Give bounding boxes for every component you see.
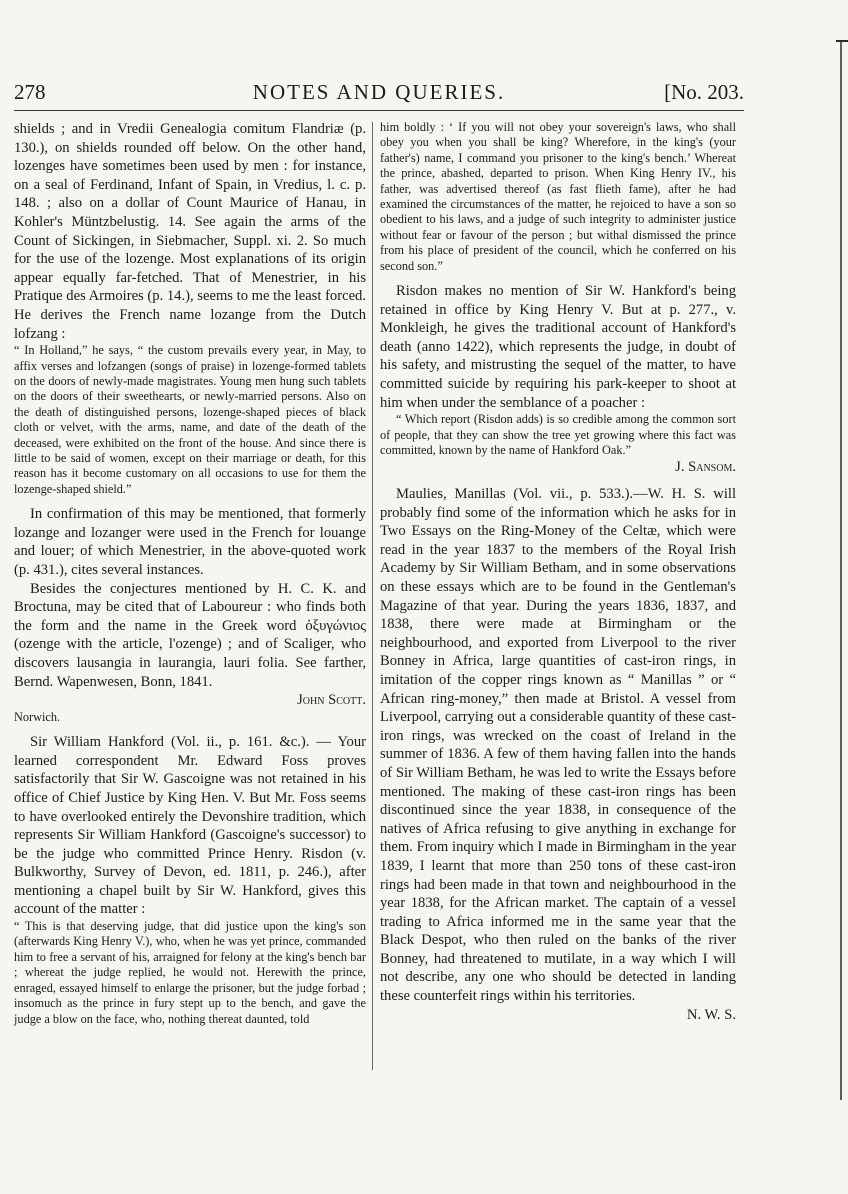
page-edge-line	[840, 40, 842, 1100]
header-rule	[14, 110, 744, 111]
menestrier-quote: “ In Holland,” he says, “ the custom prevails every year, in May, to affix verses and lofzangen (songs of praise) in lozenge-formed tablets on the doors of newly-made magistrates. Young men hung such tablets on the doors of their sweethearts, or newly-married persons. Also on the death of distinguished persons, lozenge-shaped pieces of black cloth or velvet, with the arms, name, and date of the death of the deceased, were exhibited on the front of the house. And since there is little to be said of women, except on their marriage or death, for this reason has it become customary on all occasions to use for them the lozenge-shaped shield.”	[14, 343, 366, 496]
signature-nws: N. W. S.	[686, 1006, 736, 1023]
signature-j-sansom: J. Sansom.	[675, 459, 736, 476]
manillas-article: Maulies, Manillas (Vol. vii., p. 533.).—W. H. S. will probably find some of the information which he asks for in Two Essays on the Ring-Money of the Celtæ, which were read in the year 1837 to the members of the Royal Irish Academy by Sir William Betham, and in some observations on these essays which are to be found in the Gentleman's Magazine of that year. During the years 1836, 1837, and 1838, there were made at Birmingham or the neighbourhood, and exported from Liverpool to the river Bonney in Africa, large quantities of cast-iron rings, in imitation of the copper rings known as “ Manillas ” or “ African ring-money,” then made at Bristol. A vessel from Liverpool, carrying out a considerable quantity of these cast-iron rings, was wrecked on the coast of Ireland in the summer of 1836. A few of them having fallen into the hands of Sir William Betham, he was led to write the Essays before mentioned. The making of these cast-iron rings has been discontinued since the year 1838, in consequence of the natives of Africa refusing to give anything in exchange for them. From inquiry which I made in Birmingham in the year 1839, I learnt that more than 250 tons of these cast-iron rings had been made in that town and neighbourhood in the year 1838, for the African market. The captain of a vessel trading to Africa informed me in the same year that the Black Despot, who then ruled on the banks of the river Bonney, had threatened to mutilate, in a way which I will not describe, any one who should be detected in landing these counterfeit rings within his territories.	[380, 486, 736, 1005]
page-edge-tick	[836, 40, 848, 42]
page-number: 278	[14, 80, 46, 104]
issue-number: [No. 203.	[664, 80, 744, 104]
column-divider	[372, 122, 373, 1070]
risdon-quote-continued: him boldly : ‘ If you will not obey your sovereign's laws, who shall obey you when you shall be king? Wherefore, in the king's (your father's) name, I command you prisoner to the king's bench.’ Whereat the prince, abashed, departed to prison. When King Henry IV., his father, was advertised thereof (as fast flieth fame), after he had examined the circumstances of the matter, he rejoiced to have a son so obedient to his laws, and a judge of such integrity to administer justice without fear or favour of the person ; but withal dismissed the prince from his place of president of the council, which he conferred on his second son.”	[380, 120, 736, 273]
conjectures-paragraph: Besides the conjectures mentioned by H. C. K. and Broctuna, may be cited that of Laboureur : who finds both the form and the name in the Greek word ὀξυγώνιος (ozenge with the article, l'ozenge) ; and of Scaliger, who discovers lausangia in laurangia, lauri folia. See farther, Bernd. Wapenwesen, Bonn, 1841.	[14, 580, 366, 690]
right-column	[380, 120, 736, 1024]
signature-place: Norwich.	[14, 709, 61, 724]
left-column	[14, 120, 366, 1027]
hankford-oak-quote: “ Which report (Risdon adds) is so credible among the common sort of people, that they can show the tree yet growing where this fact was committed, known by the name of Hankford Oak.”	[380, 412, 736, 458]
heraldry-paragraph: shields ; and in Vredii Genealogia comitum Flandriæ (p. 130.), on shields rounded off below. On the other hand, lozenges have sometimes been used by men : for instance, on a seal of Ferdinand, Infant of Spain, in Vredius, l. c. p. 148. ; also on a dollar of Count Maurice of Hanau, in Kohler's Müntzbelustig. 14. See again the arms of the Count of Sickingen, in Siebmacher, Suppl. xi. 2. So much for the use of the lozenge. Most explanations of its origin appear equally far-fetched. That of Menestrier, in his Pratique des Armoires (p. 14.), seems to me the least forced. He derives the French name lozange from the Dutch lofzang :	[14, 121, 366, 342]
signature-john-scott: John Scott.	[297, 692, 366, 709]
page-header	[14, 80, 744, 110]
page-title: NOTES AND QUERIES.	[252, 80, 506, 104]
lozange-paragraph: In confirmation of this may be mentioned, that formerly lozange and lozanger were used in the French for louange and louer; of which Menestrier, in the above-quoted work (p. 431.), cites several instances.	[14, 506, 366, 578]
hankford-article: Sir William Hankford (Vol. ii., p. 161. &c.). — Your learned correspondent Mr. Edward Foss proves satisfactorily that Sir W. Gascoigne was not retained in his office of Chief Justice by King Hen. V. But Mr. Foss seems to have overlooked entirely the Devonshire tradition, which represents Sir William Hankford (Gascoigne's successor) to be the judge who committed Prince Henry. Risdon (v. Bulkworthy, Survey of Devon, ed. 1811, p. 246.), after mentioning a chapel built by Sir W. Hankford, gives this account of the matter :	[14, 734, 366, 918]
risdon-quote: “ This is that deserving judge, that did justice upon the king's son (afterwards King Henry V.), who, when he was yet prince, commanded him to free a servant of his, arraigned for felony at the king's bench bar ; whereat the judge replied, he would not. Herewith the prince, enraged, essayed himself to enlarge the prisoner, but the judge forbad ; insomuch as the prince in fury stept up to the bench, and gave the judge a blow on the face, who, nothing thereat daunted, told	[14, 919, 366, 1026]
risdon-paragraph: Risdon makes no mention of Sir W. Hankford's being retained in office by King Henry V. But at p. 277., v. Monkleigh, he gives the traditional account of Hankford's death (anno 1422), which represents the judge, in doubt of his safety, and mistrusting the sequel of the matter, to have committed suicide by requiring his park-keeper to shoot at him when under the semblance of a poacher :	[380, 283, 736, 411]
